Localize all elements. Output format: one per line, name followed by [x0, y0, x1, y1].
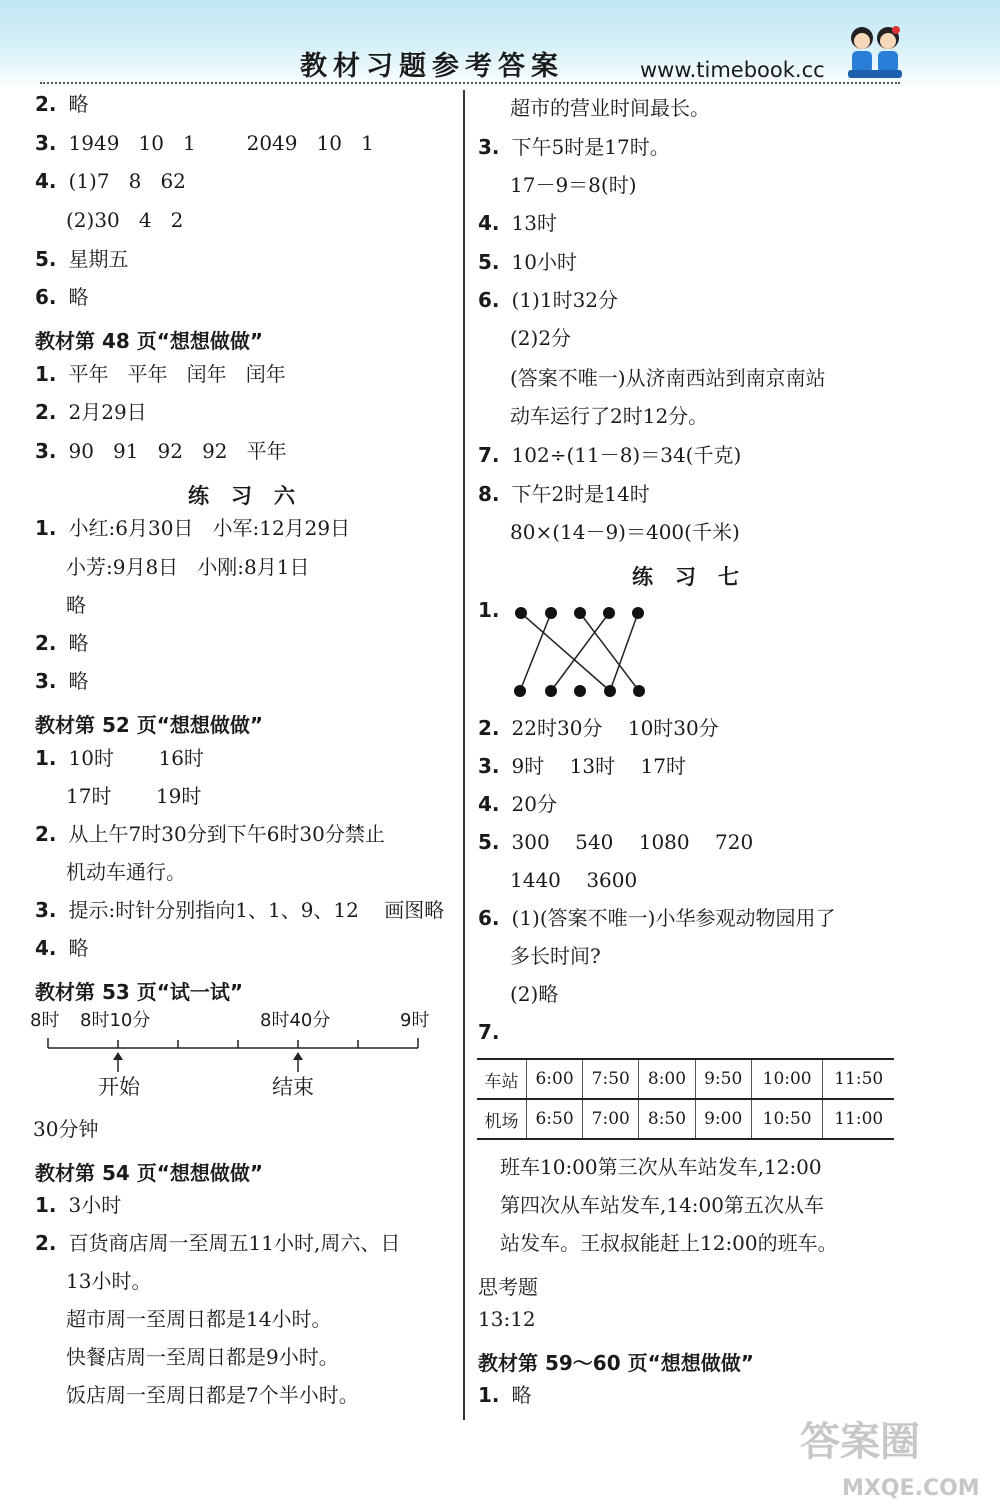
answer-item: 2. 2月29日: [35, 400, 147, 424]
answer-line: 站发车。王叔叔能赶上12:00的班车。: [500, 1231, 838, 1255]
section-heading: 教材第 52 页“想想做做”: [35, 713, 264, 737]
answer-item: 7. 102÷(11－8)＝34(千克): [478, 443, 742, 467]
watermark-url: MXQE.COM: [842, 1476, 980, 1501]
answer-item: 3. 下午5时是17时。: [478, 135, 670, 159]
answer-item: 7.: [478, 1020, 500, 1044]
timeline-label: 8时10分: [80, 1010, 151, 1031]
table-cell: 10:00: [751, 1059, 823, 1099]
section-heading: 教材第 48 页“想想做做”: [35, 329, 264, 353]
answer-item: 2. 略: [35, 92, 89, 116]
table-cell: 11:00: [823, 1099, 894, 1139]
answer-line: (2)30 4 2: [66, 208, 184, 232]
bus-timetable: [477, 1058, 894, 1140]
timeline-label: 8时40分: [260, 1010, 331, 1031]
table-cell: 8:00: [639, 1059, 695, 1099]
table-cell: 6:50: [526, 1099, 582, 1139]
column-divider: [463, 90, 465, 1420]
answer-item: 6. (1)(答案不唯一)小华参观动物园用了: [478, 906, 836, 930]
table-cell: 11:50: [823, 1059, 894, 1099]
answer-item: 4. (1)7 8 62: [35, 169, 186, 193]
answer-line: (2)2分: [510, 326, 572, 350]
answer-line: 13小时。: [66, 1269, 152, 1293]
answer-item: 1. 3小时: [35, 1193, 122, 1217]
answer-item: 3. 90 91 92 92 平年: [35, 439, 287, 463]
answer-line: 机动车通行。: [66, 860, 186, 884]
table-cell: 7:00: [583, 1099, 639, 1139]
table-cell: 7:50: [583, 1059, 639, 1099]
header-divider: [40, 82, 900, 84]
answer-line: 快餐店周一至周日都是9小时。: [66, 1345, 339, 1369]
table-cell: 机场: [477, 1099, 526, 1139]
answer-item: 5. 300 540 1080 720: [478, 830, 754, 854]
answer-item: 3. 9时 13时 17时: [478, 754, 686, 778]
answer-line: 17时 19时: [66, 784, 202, 808]
matching-diagram: [505, 600, 655, 700]
answer-item: 2. 略: [35, 631, 89, 655]
answer-item: 5. 星期五: [35, 247, 129, 271]
page-header: [0, 0, 1000, 90]
table-cell: 8:50: [639, 1099, 695, 1139]
table-cell: 6:00: [526, 1059, 582, 1099]
answer-line: 第四次从车站发车,14:00第五次从车: [500, 1193, 824, 1217]
table-cell: 9:50: [695, 1059, 751, 1099]
section-heading: 教材第 54 页“想想做做”: [35, 1161, 264, 1185]
table-row: [477, 1099, 894, 1139]
answer-line: 略: [66, 593, 86, 617]
answer-line: 17－9＝8(时): [510, 173, 637, 197]
timeline-label: 9时: [400, 1010, 430, 1031]
answer-line: 80×(14－9)＝400(千米): [510, 520, 740, 544]
timeline-axis: [40, 1032, 430, 1072]
answer-line: 饭店周一至周日都是7个半小时。: [66, 1383, 359, 1407]
answer-item: 8. 下午2时是14时: [478, 482, 650, 506]
answer-line: (答案不唯一)从济南西站到南京南站: [510, 366, 826, 390]
timeline-end-label: 结束: [272, 1075, 314, 1099]
answer-line: 动车运行了2时12分。: [510, 404, 709, 428]
answer-line: 30分钟: [33, 1117, 99, 1141]
answer-line: 13:12: [478, 1307, 536, 1331]
timeline-label: 8时: [30, 1010, 60, 1031]
answer-item: 1. 10时 16时: [35, 746, 204, 770]
answer-line: 超市的营业时间最长。: [510, 96, 710, 120]
answer-line: 小芳:9月8日 小刚:8月1日: [66, 555, 310, 579]
answer-item: 3. 略: [35, 669, 89, 693]
answer-item: 2. 22时30分 10时30分: [478, 716, 719, 740]
exercise-heading: 练习七: [632, 565, 761, 589]
answer-line: (2)略: [510, 982, 559, 1006]
answer-item: 2. 从上午7时30分到下午6时30分禁止: [35, 822, 385, 846]
think-heading: 思考题: [478, 1275, 538, 1299]
answer-line: 1440 3600: [510, 868, 638, 892]
answer-item: 3. 提示:时针分别指向1、1、9、12 画图略: [35, 898, 445, 922]
exercise-heading: 练习六: [188, 484, 317, 508]
section-heading: 教材第 53 页“试一试”: [35, 980, 244, 1004]
table-cell: 9:00: [695, 1099, 751, 1139]
answer-item: 1.: [478, 598, 500, 622]
answer-item: 4. 20分: [478, 792, 557, 816]
answer-line: 超市周一至周日都是14小时。: [66, 1307, 332, 1331]
answer-item: 1. 小红:6月30日 小军:12月29日: [35, 516, 351, 540]
answer-item: 4. 略: [35, 936, 89, 960]
answer-item: 6. 略: [35, 285, 89, 309]
page-title: 教材习题参考答案: [300, 51, 564, 82]
table-cell: 10:50: [751, 1099, 823, 1139]
timeline-start-label: 开始: [98, 1075, 140, 1099]
section-heading: 教材第 59～60 页“想想做做”: [478, 1351, 754, 1375]
answer-line: 班车10:00第三次从车站发车,12:00: [500, 1155, 822, 1179]
table-cell: 车站: [477, 1059, 526, 1099]
answer-item: 1. 平年 平年 闰年 闰年: [35, 362, 286, 386]
watermark-logo: 答案圈: [800, 1419, 920, 1465]
answer-item: 4. 13时: [478, 211, 557, 235]
site-url: www.timebook.cc: [640, 58, 825, 82]
answer-line: 多长时间?: [510, 944, 601, 968]
kids-illustration-icon: [842, 22, 908, 82]
answer-item: 5. 10小时: [478, 250, 577, 274]
answer-item: 6. (1)1时32分: [478, 288, 619, 312]
table-row: [477, 1059, 894, 1099]
answer-item: 2. 百货商店周一至周五11小时,周六、日: [35, 1231, 401, 1255]
answer-item: 1. 略: [478, 1383, 532, 1407]
answer-item: 3. 1949 10 1 2049 10 1: [35, 131, 374, 155]
